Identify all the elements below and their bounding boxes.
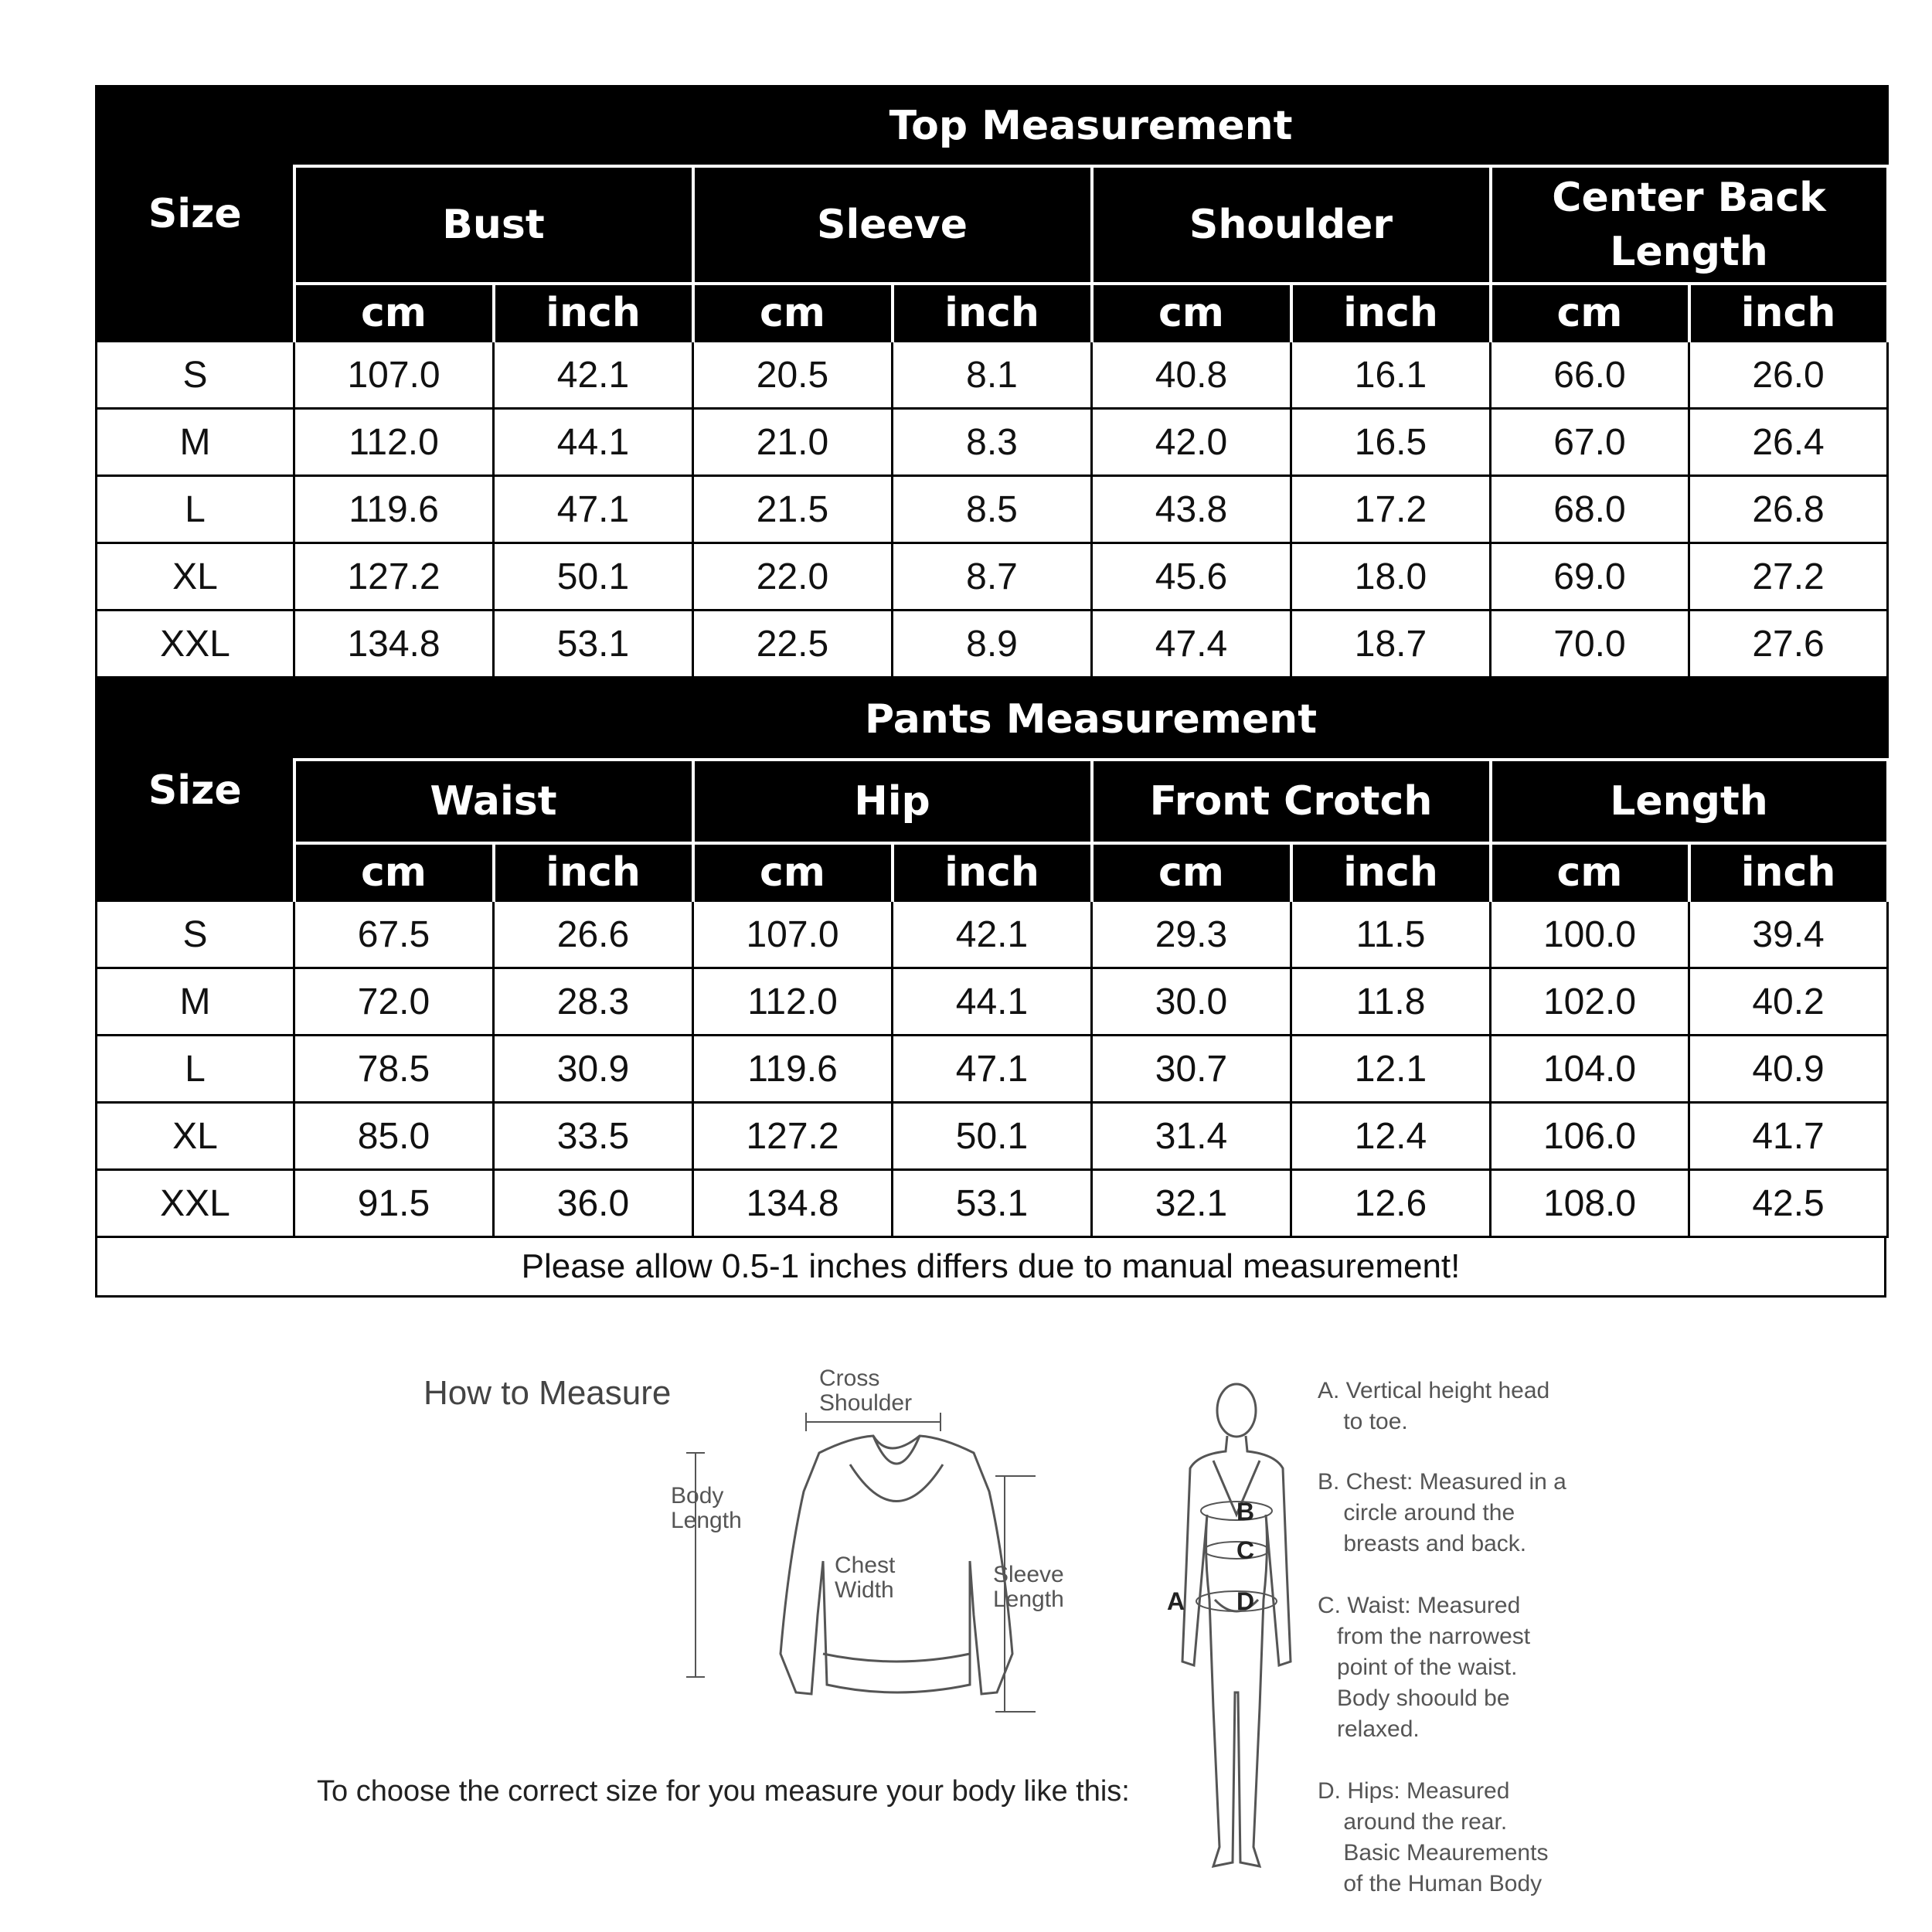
measurement-cell: 112.0 <box>294 409 494 476</box>
unit-header: inch <box>1689 284 1888 342</box>
size-chart <box>95 85 1886 1298</box>
chest-width-label: Chest Width <box>835 1553 896 1603</box>
table-row <box>97 968 1888 1036</box>
table-row <box>97 476 1888 543</box>
measurement-cell: 8.9 <box>893 611 1092 678</box>
measurement-cell: 68.0 <box>1491 476 1689 543</box>
measurement-cell: 44.1 <box>494 409 693 476</box>
measurement-cell: 8.5 <box>893 476 1092 543</box>
measurement-cell: 11.5 <box>1291 901 1491 968</box>
group-header-hip: Hip <box>693 760 1092 843</box>
measurement-cell: 21.5 <box>693 476 893 543</box>
top-measurement-title: Top Measurement <box>294 87 1888 167</box>
measurement-cell: 50.1 <box>494 543 693 611</box>
unit-header: inch <box>1291 284 1491 342</box>
measurement-cell: 40.2 <box>1689 968 1888 1036</box>
measurement-cell: 107.0 <box>294 342 494 409</box>
measurement-cell: 21.0 <box>693 409 893 476</box>
legend-d: D. Hips: Measured around the rear. Basic Meaurements of the Human Body <box>1318 1778 1549 1896</box>
size-cell: M <box>97 409 294 476</box>
table-row <box>97 543 1888 611</box>
measurement-cell: 78.5 <box>294 1036 494 1103</box>
measurement-cell: 47.4 <box>1092 611 1291 678</box>
measurement-cell: 42.1 <box>494 342 693 409</box>
unit-header: inch <box>1689 843 1888 901</box>
measurement-cell: 27.2 <box>1689 543 1888 611</box>
body-diagram <box>1167 1368 1306 1878</box>
table-row <box>97 342 1888 409</box>
table-row <box>97 1103 1888 1170</box>
marker-d: D <box>1236 1587 1255 1615</box>
table-row <box>97 611 1888 678</box>
measurement-cell: 40.9 <box>1689 1036 1888 1103</box>
measurement-cell: 106.0 <box>1491 1103 1689 1170</box>
measurement-cell: 16.1 <box>1291 342 1491 409</box>
measurement-cell: 66.0 <box>1491 342 1689 409</box>
measurement-cell: 127.2 <box>294 543 494 611</box>
size-header: Size <box>97 87 294 342</box>
measurement-cell: 70.0 <box>1491 611 1689 678</box>
group-header-sleeve: Sleeve <box>693 166 1092 284</box>
unit-header: inch <box>893 284 1092 342</box>
measurement-cell: 40.8 <box>1092 342 1291 409</box>
measurement-cell: 119.6 <box>294 476 494 543</box>
group-header-waist: Waist <box>294 760 693 843</box>
measurement-cell: 22.5 <box>693 611 893 678</box>
measurement-cell: 32.1 <box>1092 1170 1291 1237</box>
how-to-measure-title: How to Measure <box>423 1374 672 1412</box>
measurement-cell: 36.0 <box>494 1170 693 1237</box>
size-cell: XL <box>97 1103 294 1170</box>
size-cell: S <box>97 901 294 968</box>
size-cell: L <box>97 476 294 543</box>
unit-header: inch <box>893 843 1092 901</box>
marker-c: C <box>1236 1536 1255 1564</box>
table-row <box>97 409 1888 476</box>
measurement-cell: 27.6 <box>1689 611 1888 678</box>
unit-header: cm <box>693 284 893 342</box>
measurement-cell: 104.0 <box>1491 1036 1689 1103</box>
legend-c: C. Waist: Measured from the narrowest point of the waist. Body shoould be relaxed. <box>1318 1593 1531 1742</box>
group-header-front-crotch: Front Crotch <box>1092 760 1491 843</box>
measurement-cell: 31.4 <box>1092 1103 1291 1170</box>
measurement-cell: 102.0 <box>1491 968 1689 1036</box>
unit-header: cm <box>693 843 893 901</box>
group-header-length: Length <box>1491 760 1888 843</box>
measurement-cell: 12.6 <box>1291 1170 1491 1237</box>
group-header-shoulder: Shoulder <box>1092 166 1491 284</box>
unit-header: cm <box>1092 843 1291 901</box>
measurement-cell: 47.1 <box>893 1036 1092 1103</box>
measurement-cell: 29.3 <box>1092 901 1291 968</box>
measurement-cell: 43.8 <box>1092 476 1291 543</box>
measurement-cell: 11.8 <box>1291 968 1491 1036</box>
measurement-cell: 119.6 <box>693 1036 893 1103</box>
measurement-cell: 30.9 <box>494 1036 693 1103</box>
unit-header: inch <box>494 284 693 342</box>
unit-header: cm <box>1491 843 1689 901</box>
marker-b: B <box>1236 1498 1255 1526</box>
measurement-cell: 45.6 <box>1092 543 1291 611</box>
body-length-label: Body Length <box>671 1483 742 1533</box>
size-cell: XL <box>97 543 294 611</box>
measurement-cell: 26.6 <box>494 901 693 968</box>
measurement-cell: 28.3 <box>494 968 693 1036</box>
measurement-cell: 18.0 <box>1291 543 1491 611</box>
measurement-cell: 53.1 <box>893 1170 1092 1237</box>
measurement-cell: 67.5 <box>294 901 494 968</box>
unit-header: inch <box>1291 843 1491 901</box>
measurement-cell: 30.7 <box>1092 1036 1291 1103</box>
measurement-cell: 112.0 <box>693 968 893 1036</box>
measurement-cell: 127.2 <box>693 1103 893 1170</box>
measurement-cell: 53.1 <box>494 611 693 678</box>
measurement-cell: 85.0 <box>294 1103 494 1170</box>
measurement-cell: 47.1 <box>494 476 693 543</box>
measurement-cell: 39.4 <box>1689 901 1888 968</box>
size-cell: L <box>97 1036 294 1103</box>
unit-header: cm <box>294 843 494 901</box>
sleeve-length-label: Sleeve Length <box>993 1562 1064 1612</box>
legend-b: B. Chest: Measured in a circle around the breasts and back. <box>1318 1469 1566 1556</box>
measurement-cell: 42.1 <box>893 901 1092 968</box>
choose-size-instruction: To choose the correct size for you measure your body like this: <box>317 1775 1130 1808</box>
size-cell: XXL <box>97 611 294 678</box>
measurement-cell: 91.5 <box>294 1170 494 1237</box>
measurement-cell: 100.0 <box>1491 901 1689 968</box>
pants-measurement-table <box>95 679 1889 1238</box>
size-cell: S <box>97 342 294 409</box>
marker-a: A <box>1167 1587 1185 1615</box>
size-header: Size <box>97 680 294 901</box>
size-cell: XXL <box>97 1170 294 1237</box>
group-header-center-back-length: Center Back Length <box>1491 166 1888 284</box>
measurement-cell: 134.8 <box>693 1170 893 1237</box>
measurement-cell: 16.5 <box>1291 409 1491 476</box>
measurement-cell: 42.0 <box>1092 409 1291 476</box>
legend-a: A. Vertical height head to toe. <box>1318 1378 1550 1434</box>
measurement-cell: 8.1 <box>893 342 1092 409</box>
measurement-cell: 33.5 <box>494 1103 693 1170</box>
pants-measurement-title: Pants Measurement <box>294 680 1888 760</box>
measurement-cell: 26.4 <box>1689 409 1888 476</box>
unit-header: cm <box>1092 284 1291 342</box>
measurement-cell: 107.0 <box>693 901 893 968</box>
measurement-cell: 26.8 <box>1689 476 1888 543</box>
group-header-bust: Bust <box>294 166 693 284</box>
table-row <box>97 901 1888 968</box>
table-row <box>97 1170 1888 1237</box>
measurement-cell: 50.1 <box>893 1103 1092 1170</box>
measurement-cell: 72.0 <box>294 968 494 1036</box>
table-row <box>97 1036 1888 1103</box>
measurement-cell: 22.0 <box>693 543 893 611</box>
measurement-cell: 42.5 <box>1689 1170 1888 1237</box>
measurement-cell: 67.0 <box>1491 409 1689 476</box>
measurement-cell: 17.2 <box>1291 476 1491 543</box>
measurement-note: Please allow 0.5-1 inches differs due to manual measurement! <box>95 1238 1886 1298</box>
measurement-cell: 12.4 <box>1291 1103 1491 1170</box>
measurement-cell: 41.7 <box>1689 1103 1888 1170</box>
measurement-cell: 134.8 <box>294 611 494 678</box>
top-measurement-table <box>95 85 1889 679</box>
unit-header: cm <box>1491 284 1689 342</box>
cross-shoulder-label: Cross Shoulder <box>819 1366 913 1416</box>
measurement-cell: 44.1 <box>893 968 1092 1036</box>
measurement-cell: 108.0 <box>1491 1170 1689 1237</box>
unit-header: inch <box>494 843 693 901</box>
measurement-cell: 18.7 <box>1291 611 1491 678</box>
measurement-cell: 8.3 <box>893 409 1092 476</box>
measurement-cell: 8.7 <box>893 543 1092 611</box>
measurement-cell: 30.0 <box>1092 968 1291 1036</box>
measurement-cell: 12.1 <box>1291 1036 1491 1103</box>
measurement-cell: 26.0 <box>1689 342 1888 409</box>
size-cell: M <box>97 968 294 1036</box>
measurement-cell: 69.0 <box>1491 543 1689 611</box>
unit-header: cm <box>294 284 494 342</box>
measurement-cell: 20.5 <box>693 342 893 409</box>
